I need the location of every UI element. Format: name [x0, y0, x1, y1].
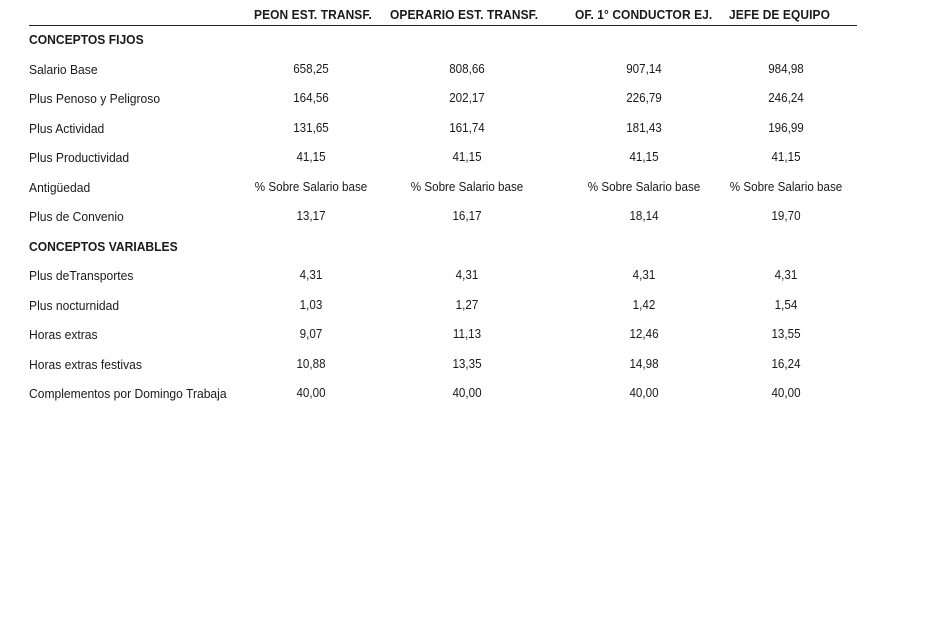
- section-heading-fixed: [29, 26, 857, 56]
- table-cell: % Sobre Salario base: [410, 179, 524, 194]
- row-label: Plus Penoso y Peligroso: [29, 91, 161, 106]
- column-header-operario: OPERARIO EST. TRANSF.: [390, 7, 539, 22]
- table-cell: 658,25: [293, 61, 329, 76]
- table-row: [29, 321, 857, 351]
- table-cell: 246,24: [768, 91, 804, 105]
- table-cell: % Sobre Salario base: [587, 179, 701, 194]
- table-cell: 196,99: [768, 120, 804, 135]
- table-cell: 13,55: [771, 327, 801, 341]
- row-label: Salario Base: [29, 61, 98, 77]
- table-row: [29, 174, 857, 204]
- table-cell: 1,54: [774, 297, 798, 312]
- table-cell: 1,03: [299, 297, 323, 312]
- table-cell: 40,00: [771, 386, 801, 400]
- table-cell: 226,79: [626, 91, 662, 105]
- table-row: [29, 351, 857, 381]
- table-cell: % Sobre Salario base: [729, 179, 843, 194]
- table-cell: 131,65: [293, 120, 329, 135]
- table-cell: 40,00: [296, 386, 326, 400]
- table-cell: 1,27: [455, 297, 479, 312]
- row-label: Plus Actividad: [29, 120, 105, 136]
- table-cell: 984,98: [768, 61, 804, 76]
- table-cell: 18,14: [629, 209, 659, 223]
- table-cell: 4,31: [455, 268, 479, 282]
- table-cell: 41,15: [629, 150, 659, 164]
- section-title: CONCEPTOS VARIABLES: [29, 238, 178, 254]
- table-row: [29, 292, 857, 322]
- table-cell: 181,43: [626, 120, 662, 135]
- table-cell: 202,17: [449, 91, 485, 105]
- table-row: [29, 56, 857, 86]
- row-label: Plus de Convenio: [29, 209, 124, 224]
- table-row: [29, 380, 857, 410]
- table-cell: 16,24: [771, 356, 801, 371]
- table-cell: 808,66: [449, 61, 485, 76]
- table-cell: 13,35: [452, 356, 482, 371]
- table-cell: 4,31: [774, 268, 798, 282]
- row-label: Antigüedad: [29, 179, 91, 195]
- salary-table: [29, 0, 857, 410]
- row-label: Complementos por Domingo Trabaja: [29, 386, 227, 401]
- table-cell: 12,46: [629, 327, 659, 341]
- table-cell: 10,88: [296, 356, 326, 371]
- table-cell: 41,15: [452, 150, 482, 164]
- column-header-jefe-equipo: JEFE DE EQUIPO: [729, 7, 830, 22]
- table-cell: % Sobre Salario base: [254, 179, 368, 194]
- table-cell: 164,56: [293, 91, 329, 105]
- table-row: [29, 262, 857, 292]
- table-cell: 14,98: [629, 356, 659, 371]
- table-cell: 161,74: [449, 120, 485, 135]
- row-label: Horas extras: [29, 327, 98, 342]
- row-label: Horas extras festivas: [29, 356, 142, 372]
- table-row: [29, 85, 857, 115]
- table-cell: 40,00: [452, 386, 482, 400]
- section-heading-variable: [29, 233, 857, 263]
- table-cell: 16,17: [452, 209, 482, 223]
- row-label: Plus nocturnidad: [29, 297, 120, 313]
- table-row: [29, 144, 857, 174]
- table-cell: 907,14: [626, 61, 662, 76]
- column-header-oficial-conductor: OF. 1° CONDUCTOR EJ.: [575, 7, 713, 22]
- column-header-row: [29, 0, 857, 26]
- section-title: CONCEPTOS FIJOS: [29, 32, 144, 47]
- table-cell: 4,31: [299, 268, 323, 282]
- table-cell: 19,70: [771, 209, 801, 223]
- table-cell: 1,42: [632, 297, 656, 312]
- table-cell: 11,13: [452, 327, 482, 341]
- column-header-peon: PEON EST. TRANSF.: [254, 7, 372, 22]
- row-label: Plus deTransportes: [29, 268, 134, 283]
- row-label: Plus Productividad: [29, 150, 130, 165]
- table-row: [29, 115, 857, 145]
- table-row: [29, 203, 857, 233]
- table-cell: 4,31: [632, 268, 656, 282]
- table-cell: 9,07: [299, 327, 323, 341]
- table-cell: 40,00: [629, 386, 659, 400]
- table-cell: 13,17: [296, 209, 326, 223]
- table-cell: 41,15: [771, 150, 801, 164]
- table-cell: 41,15: [296, 150, 326, 164]
